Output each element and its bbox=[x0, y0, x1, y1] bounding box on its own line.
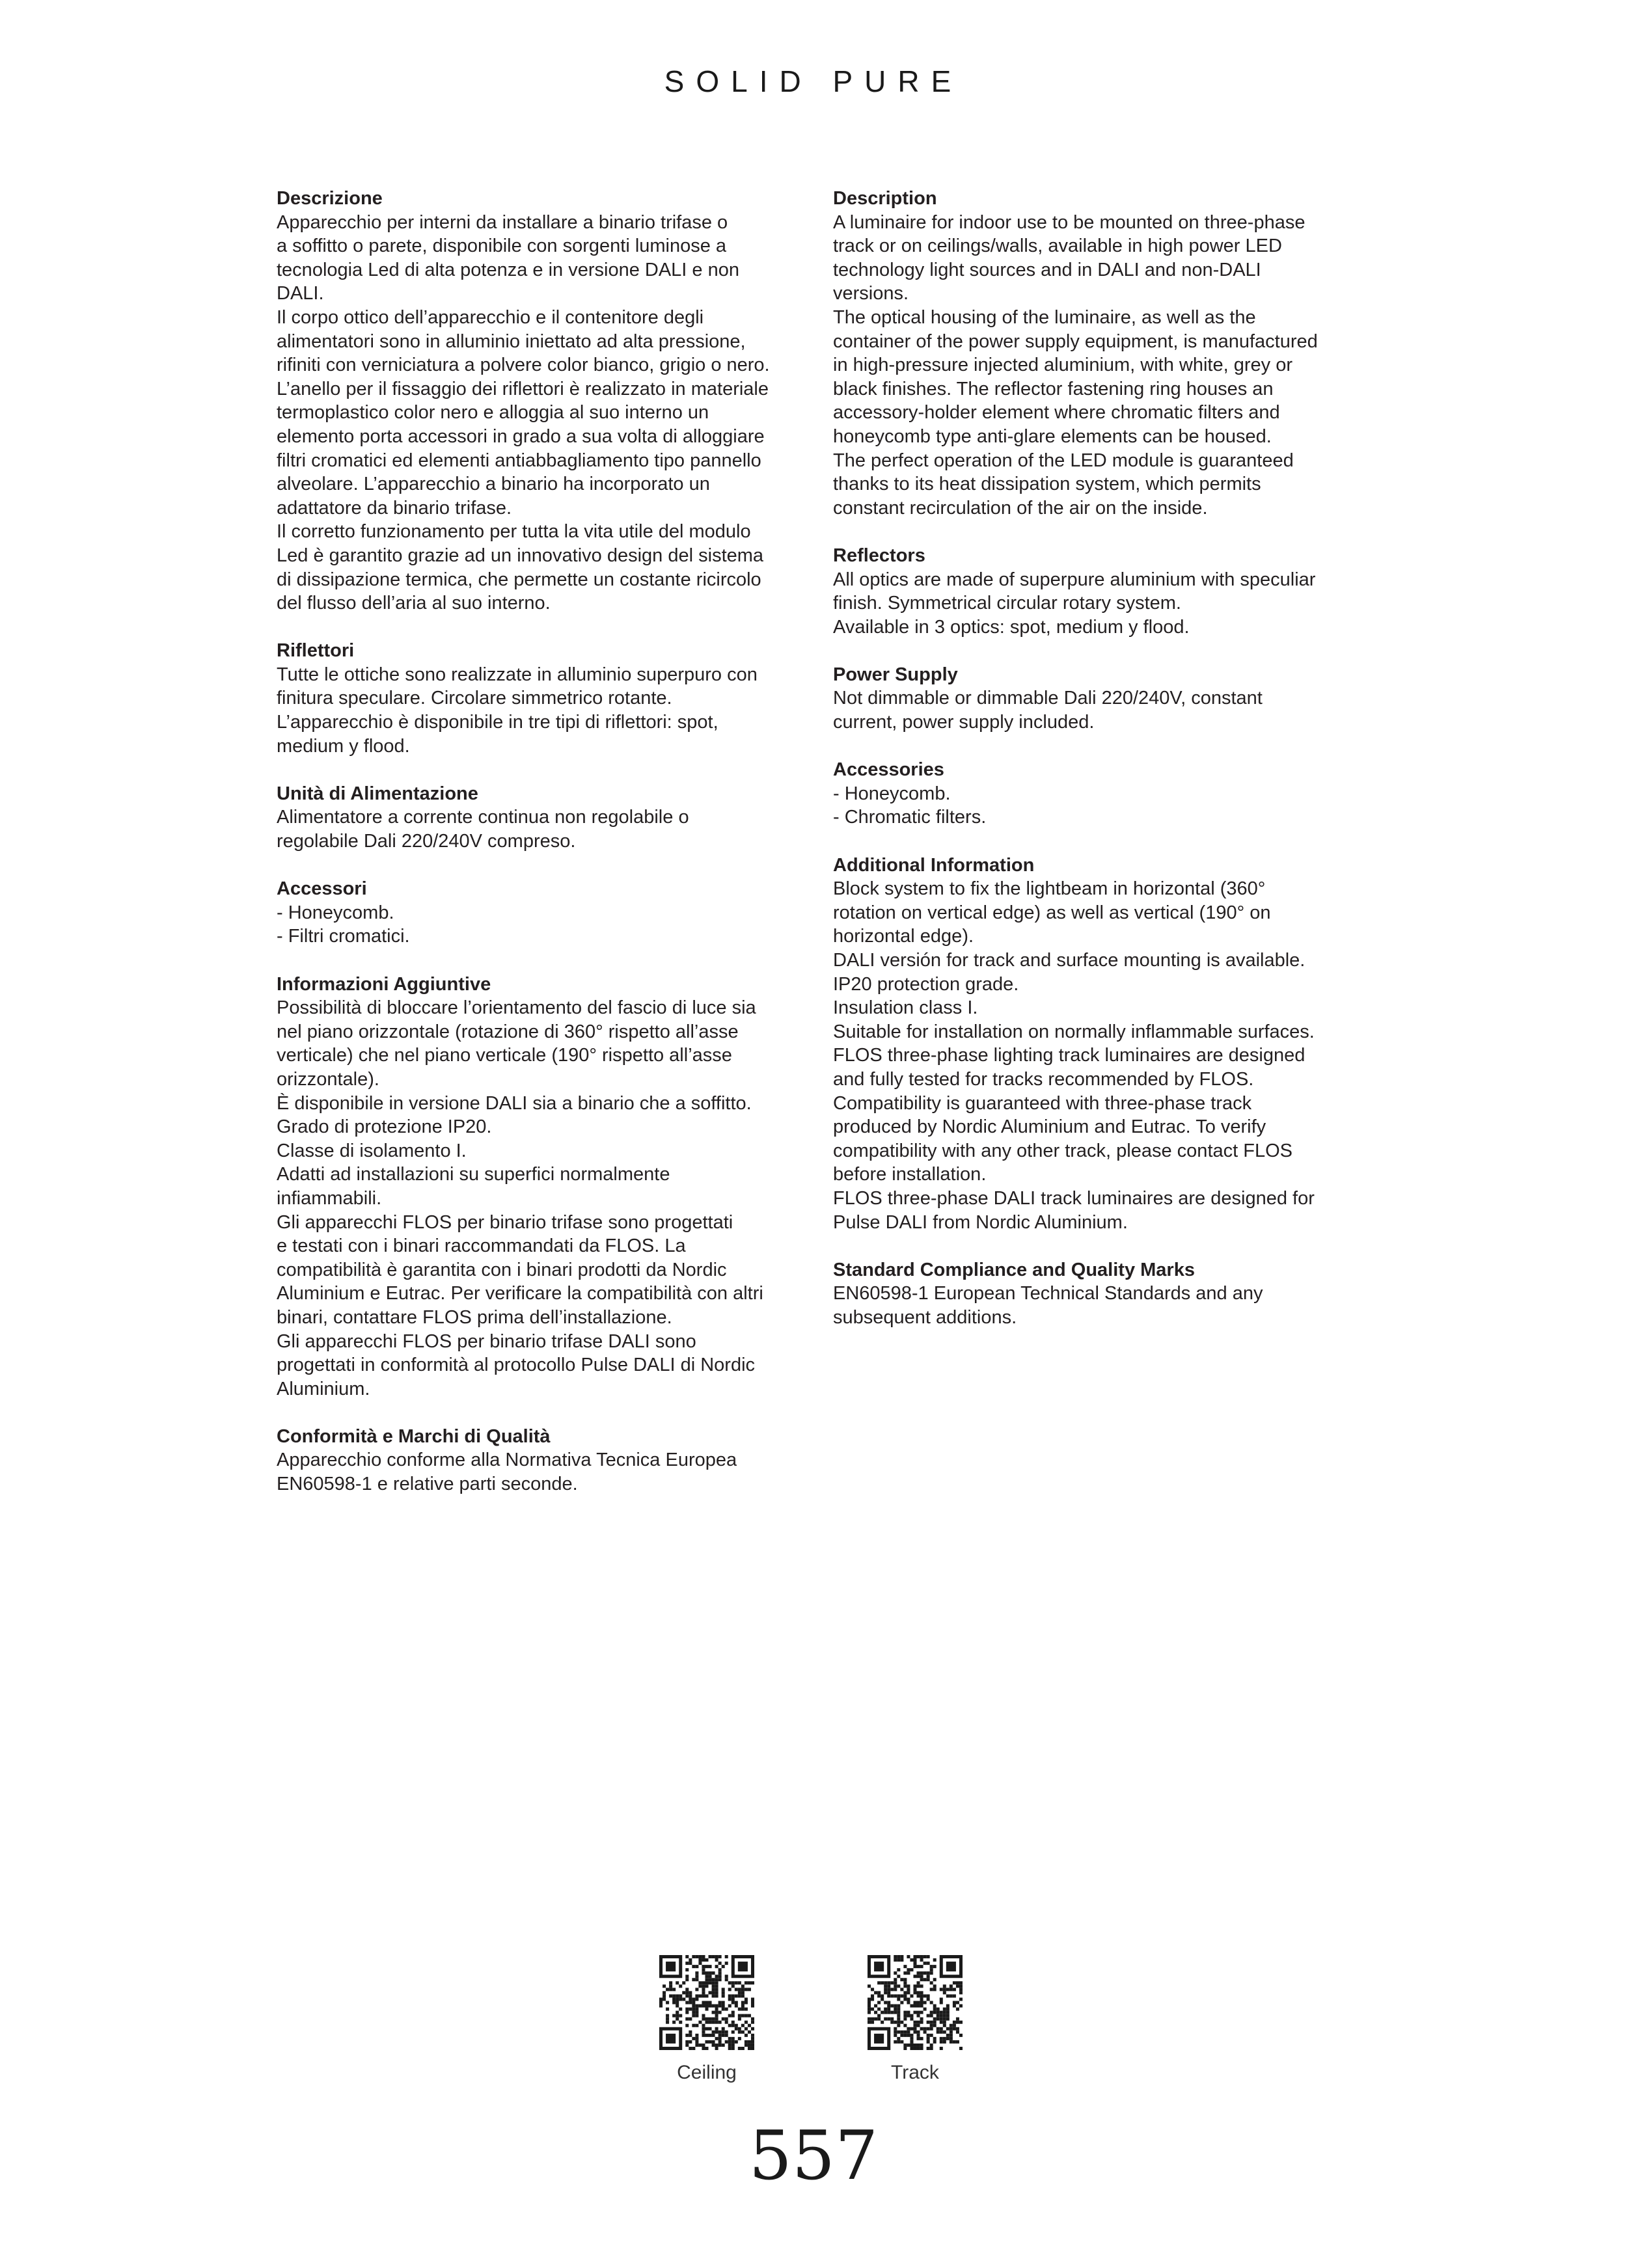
qr-block-ceiling bbox=[642, 1955, 772, 2084]
body-line: accessory-holder element where chromatic filters and bbox=[833, 402, 1280, 424]
body-line: track or on ceilings/walls, available in high power LED bbox=[833, 236, 1282, 257]
body-line: Aluminium e Eutrac. Per verificare la compatibilità con altri bbox=[277, 1283, 763, 1304]
body-line: in high-pressure injected aluminium, with white, grey or bbox=[833, 355, 1292, 376]
body-line: All optics are made of superpure aluminium with speculiar bbox=[833, 569, 1316, 590]
body-line: EN60598-1 European Technical Standards and any bbox=[833, 1283, 1263, 1304]
body-line: nel piano orizzontale (rotazione di 360° rispetto all’asse bbox=[277, 1021, 739, 1042]
body-line: container of the power supply equipment, is manufactured bbox=[833, 331, 1318, 352]
section bbox=[833, 854, 1354, 1235]
section bbox=[833, 758, 1354, 830]
body-line: constant recirculation of the air on the inside. bbox=[833, 497, 1208, 519]
body-line: thanks to its heat dissipation system, which permits bbox=[833, 474, 1261, 495]
qr-code-icon[interactable] bbox=[659, 1955, 754, 2050]
body-line: Apparecchio per interni da installare a binario trifase o bbox=[277, 211, 728, 233]
body-line: infiammabili. bbox=[277, 1187, 382, 1209]
qr-label-ceiling: Ceiling bbox=[677, 2062, 737, 2083]
body-line: elemento porta accessori in grado a sua volta di alloggiare bbox=[277, 425, 765, 447]
section-title: Accessori bbox=[277, 878, 367, 900]
body-line: Compatibility is guaranteed with three-phase track bbox=[833, 1092, 1252, 1114]
body-line: Apparecchio conforme alla Normativa Tecnica Europea bbox=[277, 1450, 737, 1471]
section-title: Additional Information bbox=[833, 854, 1035, 876]
body-line: L’apparecchio è disponibile in tre tipi di riflettori: spot, bbox=[277, 712, 718, 733]
body-line: honeycomb type anti-glare elements can be housed. bbox=[833, 425, 1272, 447]
body-line: FLOS three-phase DALI track luminaires are designed for bbox=[833, 1187, 1315, 1209]
section-title: Accessories bbox=[833, 759, 944, 781]
section bbox=[277, 973, 797, 1401]
section bbox=[833, 1258, 1354, 1330]
body-line: Available in 3 optics: spot, medium y flood. bbox=[833, 616, 1190, 638]
body-line: Not dimmable or dimmable Dali 220/240V, constant bbox=[833, 688, 1263, 709]
body-line: versions. bbox=[833, 283, 909, 304]
body-line: alimentatori sono in alluminio iniettato ad alta pressione, bbox=[277, 331, 746, 352]
body-line: del flusso dell’aria al suo interno. bbox=[277, 593, 551, 614]
body-line: Aluminium. bbox=[277, 1378, 370, 1399]
section bbox=[833, 544, 1354, 639]
section-title: Descrizione bbox=[277, 188, 383, 209]
section bbox=[277, 782, 797, 854]
body-line: rifiniti con verniciatura a polvere color bianco, grigio o nero. bbox=[277, 355, 770, 376]
body-line: The optical housing of the luminaire, as well as the bbox=[833, 306, 1256, 328]
body-line: FLOS three-phase lighting track luminaires are designed bbox=[833, 1045, 1306, 1066]
body-line: Classe di isolamento I. bbox=[277, 1140, 467, 1161]
body-line: tecnologia Led di alta potenza e in versione DALI e non bbox=[277, 259, 739, 280]
body-line: termoplastico color nero e alloggia al suo interno un bbox=[277, 402, 709, 424]
qr-code-icon[interactable] bbox=[868, 1955, 963, 2050]
page-title: SOLID PURE bbox=[664, 64, 963, 98]
body-line: compatibilità è garantita con i binari prodotti da Nordic bbox=[277, 1259, 727, 1280]
body-line: filtri cromatici ed elementi antiabbagliamento tipo pannello bbox=[277, 450, 761, 471]
body-line: Il corpo ottico dell’apparecchio e il contenitore degli bbox=[277, 306, 704, 328]
body-line: black finishes. The reflector fastening ring houses an bbox=[833, 378, 1274, 399]
section-title: Riflettori bbox=[277, 640, 355, 662]
body-line: Grado di protezione IP20. bbox=[277, 1116, 492, 1138]
body-line: finish. Symmetrical circular rotary system. bbox=[833, 593, 1181, 614]
body-line: adattatore da binario trifase. bbox=[277, 497, 512, 519]
body-line: - Honeycomb. bbox=[833, 783, 951, 804]
body-line: Alimentatore a corrente continua non regolabile o bbox=[277, 807, 689, 828]
body-line: Possibilità di bloccare l’orientamento del fascio di luce sia bbox=[277, 997, 756, 1019]
body-line: - Honeycomb. bbox=[277, 902, 394, 923]
section-title: Power Supply bbox=[833, 664, 958, 685]
section-title: Unità di Alimentazione bbox=[277, 783, 478, 804]
body-line: Gli apparecchi FLOS per binario trifase DALI sono bbox=[277, 1330, 696, 1352]
body-line: di dissipazione termica, che permette un costante ricircolo bbox=[277, 569, 761, 590]
body-line: DALI versión for track and surface mounting is available. bbox=[833, 950, 1306, 971]
section-title: Reflectors bbox=[833, 545, 925, 566]
section-title: Description bbox=[833, 188, 937, 209]
section bbox=[277, 877, 797, 949]
body-line: finitura speculare. Circolare simmetrico rotante. bbox=[277, 688, 672, 709]
body-line: Suitable for installation on normally inflammable surfaces. bbox=[833, 1021, 1315, 1042]
body-line: Pulse DALI from Nordic Aluminium. bbox=[833, 1211, 1128, 1233]
section-title: Conformità e Marchi di Qualità bbox=[277, 1425, 551, 1447]
body-line: È disponibile in versione DALI sia a binario che a soffitto. bbox=[277, 1092, 752, 1114]
body-line: The perfect operation of the LED module is guaranteed bbox=[833, 450, 1294, 471]
body-line: progettati in conformità al protocollo Pulse DALI di Nordic bbox=[277, 1355, 756, 1376]
body-line: e testati con i binari raccommandati da FLOS. La bbox=[277, 1235, 686, 1257]
body-line: - Chromatic filters. bbox=[833, 807, 987, 828]
body-line: alveolare. L’apparecchio a binario ha incorporato un bbox=[277, 474, 710, 495]
section bbox=[833, 663, 1354, 735]
body-line: IP20 protection grade. bbox=[833, 973, 1019, 995]
body-line: compatibility with any other track, please contact FLOS bbox=[833, 1140, 1292, 1161]
section bbox=[833, 187, 1354, 520]
body-line: rotation on vertical edge) as well as vertical (190° on bbox=[833, 902, 1271, 923]
section bbox=[277, 1425, 797, 1496]
body-line: and fully tested for tracks recommended by FLOS. bbox=[833, 1068, 1254, 1090]
body-line: orizzontale). bbox=[277, 1068, 379, 1090]
body-line: medium y flood. bbox=[277, 735, 410, 757]
body-line: EN60598-1 e relative parti seconde. bbox=[277, 1474, 578, 1495]
body-line: subsequent additions. bbox=[833, 1306, 1017, 1328]
body-line: Adatti ad installazioni su superfici normalmente bbox=[277, 1164, 670, 1185]
body-line: Insulation class I. bbox=[833, 997, 978, 1019]
body-line: A luminaire for indoor use to be mounted on three-phase bbox=[833, 211, 1306, 233]
body-line: regolabile Dali 220/240V compreso. bbox=[277, 831, 576, 852]
qr-label-track: Track bbox=[891, 2062, 939, 2083]
body-line: produced by Nordic Aluminium and Eutrac. To verify bbox=[833, 1116, 1266, 1138]
body-line: Gli apparecchi FLOS per binario trifase sono progettati bbox=[277, 1211, 733, 1233]
body-line: verticale) che nel piano verticale (190° rispetto all’asse bbox=[277, 1045, 732, 1066]
page-number: 557 bbox=[748, 2116, 879, 2195]
italian-column bbox=[277, 187, 797, 1520]
section-title: Informazioni Aggiuntive bbox=[277, 973, 491, 995]
qr-block-track bbox=[850, 1955, 980, 2084]
section bbox=[277, 187, 797, 615]
body-line: a soffitto o parete, disponibile con sorgenti luminose a bbox=[277, 236, 727, 257]
body-line: binari, contattare FLOS prima dell’installazione. bbox=[277, 1306, 672, 1328]
body-line: Led è garantito grazie ad un innovativo design del sistema bbox=[277, 545, 764, 566]
body-line: horizontal edge). bbox=[833, 926, 974, 947]
section bbox=[277, 639, 797, 758]
body-line: - Filtri cromatici. bbox=[277, 926, 410, 947]
section-title: Standard Compliance and Quality Marks bbox=[833, 1259, 1195, 1280]
body-line: Il corretto funzionamento per tutta la vita utile del modulo bbox=[277, 521, 751, 543]
body-line: DALI. bbox=[277, 283, 324, 304]
body-line: technology light sources and in DALI and non-DALI bbox=[833, 259, 1261, 280]
body-line: before installation. bbox=[833, 1164, 987, 1185]
body-line: L’anello per il fissaggio dei riflettori è realizzato in materiale bbox=[277, 378, 769, 399]
english-column bbox=[833, 187, 1354, 1353]
body-line: current, power supply included. bbox=[833, 712, 1095, 733]
body-line: Tutte le ottiche sono realizzate in alluminio superpuro con bbox=[277, 664, 758, 685]
body-line: Block system to fix the lightbeam in horizontal (360° bbox=[833, 878, 1266, 900]
